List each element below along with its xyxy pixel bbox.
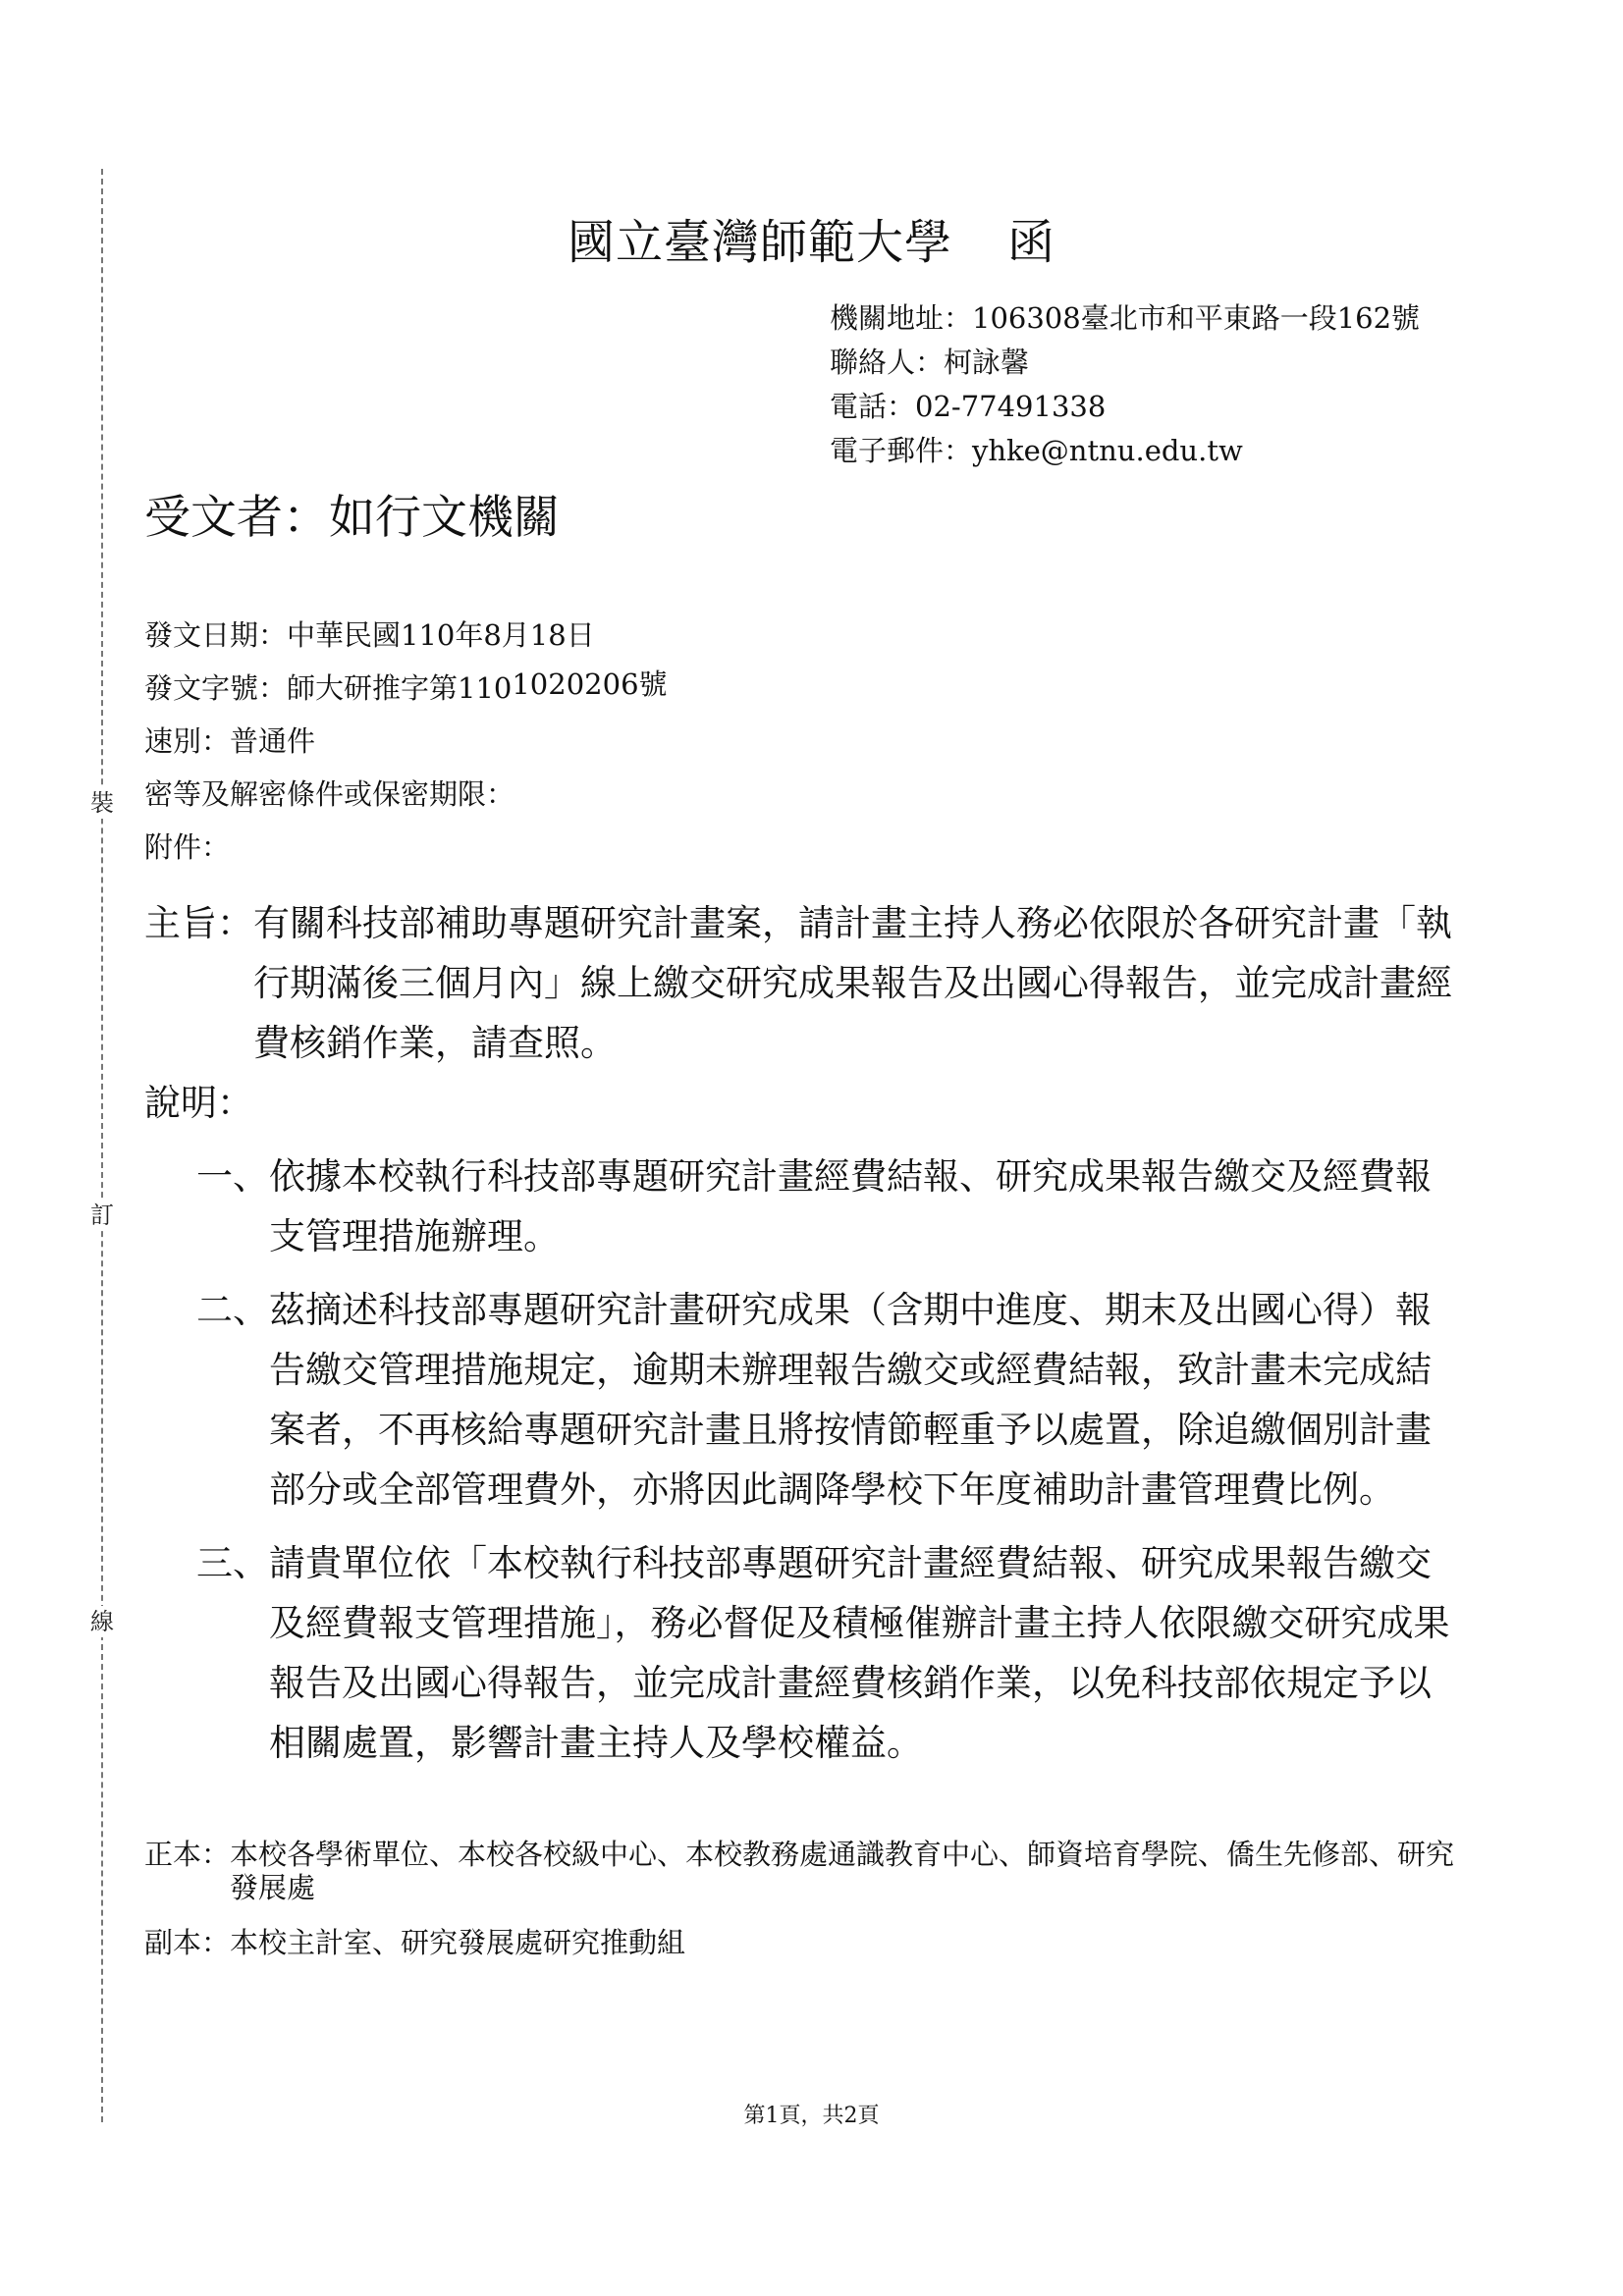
- main-copy-label: 正本：: [144, 1838, 231, 1871]
- document-number: [144, 662, 668, 715]
- copy-distribution: [144, 1838, 1460, 1981]
- delivery-speed: 速別：普通件: [144, 724, 316, 758]
- item-number: 二、: [196, 1289, 269, 1331]
- explanation-item: [144, 1280, 1460, 1520]
- document-number-suffix: 1020206號: [512, 667, 668, 701]
- issue-date: 發文日期：中華民國110年8月18日: [144, 618, 595, 652]
- contact-person: 聯絡人：柯詠馨: [830, 346, 1030, 379]
- subject-row: [144, 893, 1460, 1073]
- explanation-item: [144, 1147, 1460, 1266]
- binding-mark-xian: 線: [86, 1606, 118, 1637]
- explanation-item: [144, 1533, 1460, 1773]
- binding-mark-ding: 訂: [86, 1200, 118, 1231]
- sub-copy-row: [144, 1926, 1460, 1959]
- attachments: 附件：: [144, 830, 231, 864]
- agency-address: 機關地址：106308臺北市和平東路一段162號: [830, 301, 1421, 335]
- binding-mark-zhuang: 裝: [86, 787, 118, 819]
- explanation-label: 說明：: [144, 1082, 253, 1124]
- document-body: [144, 893, 1460, 1773]
- issuing-organization: 國立臺灣師範大學: [567, 215, 952, 270]
- contact-block: [830, 296, 1420, 473]
- contact-email: 電子郵件：yhke@ntnu.edu.tw: [830, 434, 1243, 467]
- contact-phone: 電話：02-77491338: [830, 390, 1107, 423]
- main-copy-text: 本校各學術單位、本校各校級中心、本校教務處通識教育中心、師資培育學院、僑生先修部、研究發展處: [230, 1838, 1455, 1904]
- document-type: 函: [1007, 215, 1056, 270]
- subject-text: 有關科技部補助專題研究計畫案，請計畫主持人務必依限於各研究計畫「執行期滿後三個月內」線上繳交研究成果報告及出國心得報告，並完成計畫經費核銷作業，請查照。: [253, 902, 1452, 1064]
- recipient: 受文者：如行文機關: [144, 491, 560, 545]
- item-text: 茲摘述科技部專題研究計畫研究成果（含期中進度、期末及出國心得）報告繳交管理措施規定，逾期未辦理報告繳交或經費結報，致計畫未完成結案者，不再核給專題研究計畫且將按情節輕重予以處置，除追繳個別計畫部分或全部管理費外，亦將因此調降學校下年度補助計畫管理費比例。: [269, 1289, 1432, 1511]
- main-copy-row: [144, 1838, 1460, 1904]
- sub-copy-label: 副本：: [144, 1926, 231, 1959]
- item-number: 一、: [196, 1155, 269, 1198]
- document-meta: [144, 609, 668, 874]
- binding-dashed-line: [101, 169, 103, 2122]
- document-number-prefix: 發文字號：師大研推字第110: [144, 671, 513, 705]
- sub-copy-text: 本校主計室、研究發展處研究推動組: [230, 1926, 686, 1959]
- item-text: 請貴單位依「本校執行科技部專題研究計畫經費結報、研究成果報告繳交及經費報支管理措施」，務必督促及積極催辦計畫主持人依限繳交研究成果報告及出國心得報告，並完成計畫經費核銷作業，以免科技部依規定予以相關處置，影響計畫主持人及學校權益。: [269, 1542, 1450, 1764]
- item-number: 三、: [196, 1542, 269, 1584]
- document-title: [0, 204, 1623, 272]
- page-number: 第1頁，共2頁: [743, 2104, 880, 2128]
- item-text: 依據本校執行科技部專題研究計畫經費結報、研究成果報告繳交及經費報支管理措施辦理。: [269, 1155, 1432, 1257]
- subject-label: 主旨：: [144, 902, 253, 944]
- secrecy-level: 密等及解密條件或保密期限：: [144, 777, 515, 811]
